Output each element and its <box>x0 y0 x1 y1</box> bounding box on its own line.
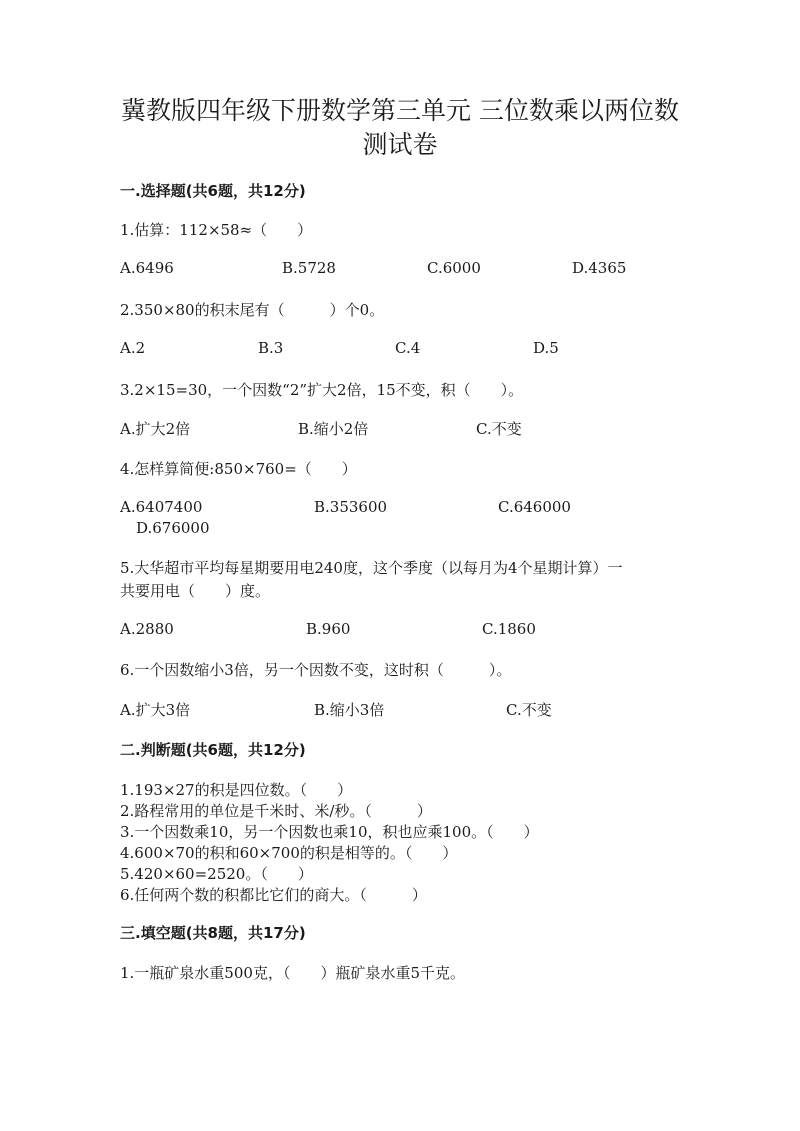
q1-option-b: B.5728 <box>282 259 336 277</box>
judgement-item-6: 6.任何两个数的积都比它们的商大。（ ） <box>120 886 427 904</box>
section-heading-choice: 一.选择题(共6题，共12分) <box>120 182 306 200</box>
section-heading-fill-blank: 三.填空题(共8题，共17分) <box>120 924 306 942</box>
q6-option-c: C.不变 <box>506 701 552 719</box>
q4-option-c: C.646000 <box>498 498 571 516</box>
page-title-line2: 测试卷 <box>362 130 438 159</box>
question-4: 4.怎样算简便:850×760=（ ） <box>120 460 357 478</box>
question-1: 1.估算：112×58≈（ ） <box>120 221 313 239</box>
q3-option-c: C.不变 <box>476 420 522 438</box>
fill-blank-item-1: 1.一瓶矿泉水重500克，（ ）瓶矿泉水重5千克。 <box>120 964 465 982</box>
q5-option-a: A.2880 <box>120 620 174 638</box>
q6-option-b: B.缩小3倍 <box>314 701 385 719</box>
page-title-line1: 冀教版四年级下册数学第三单元 三位数乘以两位数 <box>121 96 679 125</box>
q5-option-c: C.1860 <box>482 620 536 638</box>
judgement-item-4: 4.600×70的积和60×700的积是相等的。（ ） <box>120 844 458 862</box>
question-5-line2: 共要用电（ ）度。 <box>120 582 271 600</box>
q6-option-a: A.扩大3倍 <box>120 701 191 719</box>
q4-option-a: A.6407400 <box>120 498 203 516</box>
judgement-item-3: 3.一个因数乘10，另一个因数也乘10，积也应乘100。（ ） <box>120 823 539 841</box>
section-heading-judgement: 二.判断题(共6题，共12分) <box>120 741 306 759</box>
q1-option-c: C.6000 <box>427 259 481 277</box>
q2-option-c: C.4 <box>395 339 421 357</box>
q2-option-b: B.3 <box>258 339 284 357</box>
judgement-item-2: 2.路程常用的单位是千米时、米/秒。（ ） <box>120 802 432 820</box>
q2-option-d: D.5 <box>533 339 559 357</box>
judgement-item-5: 5.420×60=2520。（ ） <box>120 865 313 883</box>
q5-option-b: B.960 <box>306 620 351 638</box>
question-6: 6.一个因数缩小3倍，另一个因数不变，这时积（ ）。 <box>120 661 512 679</box>
q4-option-d: D.676000 <box>136 519 210 537</box>
q2-option-a: A.2 <box>120 339 146 357</box>
q4-option-b: B.353600 <box>314 498 388 516</box>
q3-option-a: A.扩大2倍 <box>120 420 191 438</box>
q1-option-a: A.6496 <box>120 259 174 277</box>
question-5-line1: 5.大华超市平均每星期要用电240度，这个季度（以每月为4个星期计算）一 <box>120 559 623 577</box>
q1-option-d: D.4365 <box>572 259 627 277</box>
q3-option-b: B.缩小2倍 <box>298 420 369 438</box>
judgement-item-1: 1.193×27的积是四位数。（ ） <box>120 781 353 799</box>
question-2: 2.350×80的积末尾有（ ）个0。 <box>120 301 385 319</box>
question-3: 3.2×15=30，一个因数“2”扩大2倍，15不变，积（ ）。 <box>120 381 524 399</box>
